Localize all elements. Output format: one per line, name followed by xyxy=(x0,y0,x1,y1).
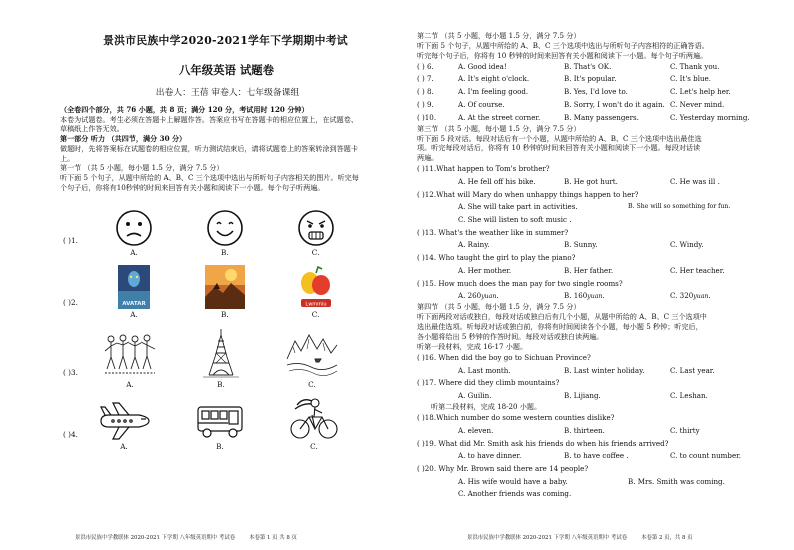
question-number: ( )1. xyxy=(63,235,78,245)
option-a[interactable]: A. It's eight o'clock. xyxy=(458,74,530,84)
option-a[interactable]: A. At the street corner. xyxy=(458,112,541,122)
option-label: B. xyxy=(220,247,229,257)
option-label: A. xyxy=(126,379,134,389)
question-options xyxy=(417,239,768,252)
question-number: ( ) 6. xyxy=(417,61,434,71)
question-stem: ( )13. What's the weather like in summer? xyxy=(417,227,569,237)
section-three-title: 第三节 （共 5 小题，每小题 1.5 分，满分 7.5 分） xyxy=(417,123,581,133)
option-c[interactable]: C. Another friends was coming. xyxy=(458,489,572,499)
page-footer xyxy=(467,535,693,542)
option-c[interactable]: C. Never mind. xyxy=(670,99,725,109)
question-options xyxy=(417,214,768,227)
happy-face-icon xyxy=(206,209,244,247)
question-stem: ( )19. What did Mr. Smith ask his friends do when his friends arrived? xyxy=(417,438,669,448)
lion-poster-icon xyxy=(205,265,245,309)
section-four-instruction-1: 听下面两段对话或独白，每段对话或独白后有几个小题，从题中所给的 A、B、C 三个选项中 xyxy=(417,312,707,322)
picture-option[interactable] xyxy=(201,209,248,258)
question-row xyxy=(60,258,383,320)
setters-line: 出卷人：王蓓 审卷人：七年级备课组 xyxy=(155,87,300,98)
option-b[interactable]: B. Sorry, I won't do it again. xyxy=(564,99,665,109)
logo-text: Lwmmiu xyxy=(305,301,327,308)
option-label: B. xyxy=(217,379,225,389)
option-c[interactable]: C. Let's help her. xyxy=(670,87,731,97)
footer-page: 本卷第 1 页 共 8 页 xyxy=(249,534,297,541)
option-b[interactable]: B. Last winter holiday. xyxy=(564,365,645,375)
option-a[interactable]: A. She will take part in activities. xyxy=(458,202,578,212)
question-row xyxy=(417,60,768,73)
footer-text: 景洪市民族中学教联体 2020-2021 下学期 八年级英语期中 考试卷 xyxy=(467,534,628,541)
listening-note-1: 做题时，先将答案标在试题卷的相应位置，听力测试结束后，请将试题卷上的答案转涂到答题卡 xyxy=(60,143,358,153)
section-two-instruction-2: 听完每个句子后，你将有 10 秒钟的时间来回答有关小题和阅读下一小题。每个句子听两遍。 xyxy=(417,50,708,60)
option-c[interactable]: C. Yesterday morning. xyxy=(670,112,750,122)
option-b[interactable]: B. She will so something for fun. xyxy=(628,203,731,211)
question-stem: ( )15. How much does the man pay for two single rooms? xyxy=(417,278,623,288)
section-one-title: 第一节 （共 5 小题，每小题 1.5 分，满分 7.5 分） xyxy=(60,163,224,173)
section-one-instruction-2: 个句子后，你将有10秒钟的时间来回答有关小题和阅读下一小题。每个句子听两遍。 xyxy=(60,183,325,192)
section-two-questions xyxy=(417,60,768,123)
option-b[interactable]: B. Lijiang. xyxy=(564,390,601,400)
option-a[interactable]: A. Guilin. xyxy=(458,390,492,400)
dancers-sketch-icon xyxy=(103,329,157,379)
picture-option[interactable] xyxy=(111,209,158,258)
option-label: A. xyxy=(130,309,138,319)
frightened-face-icon xyxy=(297,209,335,247)
question-row xyxy=(60,320,383,390)
picture-option[interactable] xyxy=(292,265,339,320)
picture-option[interactable] xyxy=(285,329,339,390)
option-c[interactable]: C. 320yuan. xyxy=(670,290,711,300)
option-a[interactable]: A. I'm feeling good. xyxy=(458,87,529,97)
picture-option[interactable] xyxy=(111,265,158,320)
picture-option[interactable] xyxy=(97,399,151,452)
option-label: C. xyxy=(311,309,320,319)
footer-page: 本卷第 2 页，共 8 页 xyxy=(641,534,693,541)
option-a[interactable]: A. 260yuan. xyxy=(458,290,499,300)
movie-poster-icon xyxy=(118,265,150,309)
mountain-river-icon xyxy=(285,329,339,379)
option-a[interactable]: A. Last month. xyxy=(458,365,511,375)
question-options xyxy=(417,488,768,501)
question-number: ( ) 7. xyxy=(417,74,434,84)
option-b[interactable]: B. Mrs. Smith was coming. xyxy=(628,476,725,486)
listening-note-2: 上。 xyxy=(60,153,75,163)
question-stem: ( )16. When did the boy go to Sichuan Province? xyxy=(417,352,591,362)
option-a[interactable]: A. Rainy. xyxy=(458,240,490,250)
option-label: C. xyxy=(311,247,320,257)
question-number: ( )3. xyxy=(63,367,78,377)
question-row xyxy=(417,111,768,124)
material-two-label: 听第二段材料，完成 18-20 小题。 xyxy=(431,402,542,412)
sad-face-icon xyxy=(115,209,153,247)
option-c[interactable]: C. It's blue. xyxy=(670,74,712,84)
airplane-icon xyxy=(97,399,151,441)
option-c[interactable]: C. He was ill . xyxy=(670,177,720,187)
notice-line-2: 草稿纸上作答无效。 xyxy=(60,124,124,134)
question-row xyxy=(60,196,383,258)
option-a[interactable]: A. eleven. xyxy=(458,426,494,436)
picture-option[interactable] xyxy=(289,395,339,452)
bus-icon xyxy=(195,401,245,441)
option-b[interactable]: B. to have coffee . xyxy=(564,451,629,461)
footer-text: 景洪市民族中学教联体 2020-2021 下学期 八年级英语期中 考试卷 xyxy=(75,534,236,541)
option-b[interactable]: B. 160yuan. xyxy=(564,290,605,300)
question-stem: ( )12.What will Mary do when unhappy things happen to her? xyxy=(417,189,639,199)
section-three-instruction-1: 听下面 5 段对话。每段对话后有一个小题，从题中所给的 A、B、C 三个选项中选出最佳选 xyxy=(417,133,702,143)
question-options xyxy=(417,264,768,277)
question-options xyxy=(417,176,768,189)
picture-option[interactable] xyxy=(103,329,157,390)
paper-title: 八年级英语 试题卷 xyxy=(178,62,275,77)
eiffel-tower-icon xyxy=(201,327,241,379)
option-b[interactable]: B. He got hurt. xyxy=(564,177,618,187)
option-a[interactable]: A. to have dinner. xyxy=(458,451,522,461)
option-c[interactable]: C. to count number. xyxy=(670,451,742,461)
section-two-title: 第二节 （共 5 小题，每小题 1.5 分，满分 7.5 分） xyxy=(417,31,581,40)
question-options xyxy=(417,290,768,303)
question-stem: ( )17. Where did they climb mountains? xyxy=(417,378,560,388)
option-b[interactable]: B. thirteen. xyxy=(564,426,605,436)
question-number: ( ) 8. xyxy=(417,87,434,97)
option-b[interactable]: B. Sunny. xyxy=(564,240,598,250)
option-label: B. xyxy=(220,309,229,319)
option-c[interactable]: C. Last year. xyxy=(670,365,715,375)
question-row xyxy=(60,390,383,452)
picture-option[interactable] xyxy=(201,327,241,390)
question-options xyxy=(417,364,768,377)
question-options xyxy=(417,201,768,214)
question-row xyxy=(417,86,768,99)
option-b[interactable]: B. Her father. xyxy=(564,265,614,275)
poster-title: AVATAR xyxy=(122,300,146,307)
option-a[interactable]: A. His wife would have a baby. xyxy=(458,476,568,486)
section-four-instruction-3: 各小题将给出 5 秒钟的作答时间。每段对话或独白读两遍。 xyxy=(417,331,604,341)
question-options xyxy=(417,389,768,402)
option-c[interactable]: C. thirty xyxy=(670,426,700,436)
section-three-instruction-3: 两遍。 xyxy=(417,153,439,163)
notice-line-1: 本卷为试题卷。考生必须在答题卡上解题作答。答案应书写在答题卡的相应位置上，在试题卷、 xyxy=(60,114,358,124)
question-row xyxy=(417,73,768,86)
question-row xyxy=(417,98,768,111)
question-number: ( )4. xyxy=(63,429,78,439)
option-a[interactable]: A. Her mother. xyxy=(458,265,512,275)
question-options xyxy=(417,475,768,488)
picture-option[interactable] xyxy=(201,265,248,320)
option-label: C. xyxy=(310,441,318,451)
section-one-instruction-1: 听下面 5 个句子，从题中所给的 A、B、C 三个选项中选出与所听句子内容相关的图片。听完每 xyxy=(60,173,359,183)
option-b[interactable]: B. Yes, I'd love to. xyxy=(564,87,628,97)
option-c[interactable]: C. Leshan. xyxy=(670,390,708,400)
material-one-label: 听第一段材料，完成 16-17 小题。 xyxy=(417,341,528,351)
option-a[interactable]: A. Of course. xyxy=(458,99,505,109)
option-c[interactable]: C. She will listen to soft music . xyxy=(458,215,572,225)
option-b[interactable]: B. Many passengers. xyxy=(564,112,639,122)
part-one-title: 第一部分 听力 （共四节，满分 30 分） xyxy=(60,134,187,144)
question-stem: ( )20. Why Mr. Brown said there are 14 people? xyxy=(417,464,589,474)
exam-meta: （全卷四个部分，共 76 小题，共 8 页；满分 120 分，考试用时 120 分钟） xyxy=(60,104,309,114)
exam-page-2 xyxy=(397,0,794,550)
question-options xyxy=(417,425,768,438)
question-stem: ( )14. Who taught the girl to play the piano? xyxy=(417,253,576,263)
section-two-instruction-1: 听下面 5 个句子，从题中所给的 A、B、C 三个选项中选出与所听句子内容相符的正确答语。 xyxy=(417,40,709,50)
school-title: 景洪市民族中学2020-2021学年下学期期中考试 xyxy=(103,34,348,47)
option-c[interactable]: C. Her teacher. xyxy=(670,265,725,275)
option-b[interactable]: B. That's OK. xyxy=(564,61,612,71)
option-label: C. xyxy=(308,379,316,389)
option-b[interactable]: B. It's popular. xyxy=(564,74,617,84)
question-number: ( ) 9. xyxy=(417,99,434,109)
section-three-instruction-2: 项。听完每段对话后，你将有 10 秒钟的时间来回答有关小题和阅读下一小题。每段对话读 xyxy=(417,143,701,153)
question-options xyxy=(417,450,768,463)
question-number: ( )10. xyxy=(417,112,437,122)
page-footer xyxy=(75,535,297,542)
question-stem: ( )11.What happen to Tom's brother? xyxy=(417,164,550,174)
question-stem: ( )18.Which number do some western counties dislike? xyxy=(417,413,615,423)
girl-cycling-icon xyxy=(289,395,339,441)
picture-option[interactable] xyxy=(195,401,245,452)
option-a[interactable]: A. Good idea! xyxy=(458,61,507,71)
section-four-instruction-2: 选出最佳选项。听每段对话或独白前，你将有时间阅读各个小题，每小题 5 秒钟；听完后， xyxy=(417,322,703,332)
option-c[interactable]: C. Thank you. xyxy=(670,61,720,71)
question-number: ( )2. xyxy=(63,297,78,307)
picture-option[interactable] xyxy=(292,209,339,258)
option-label: A. xyxy=(120,441,128,451)
option-label: B. xyxy=(216,441,224,451)
fruit-logo-icon xyxy=(298,265,334,309)
option-label: A. xyxy=(130,247,138,257)
section-four-title: 第四节 （共 5 小题，每小题 1.5 分，满分 7.5 分） xyxy=(417,302,581,312)
image-questions xyxy=(60,196,383,452)
option-a[interactable]: A. He fell off his bike. xyxy=(458,177,536,187)
option-c[interactable]: C. Windy. xyxy=(670,240,704,250)
